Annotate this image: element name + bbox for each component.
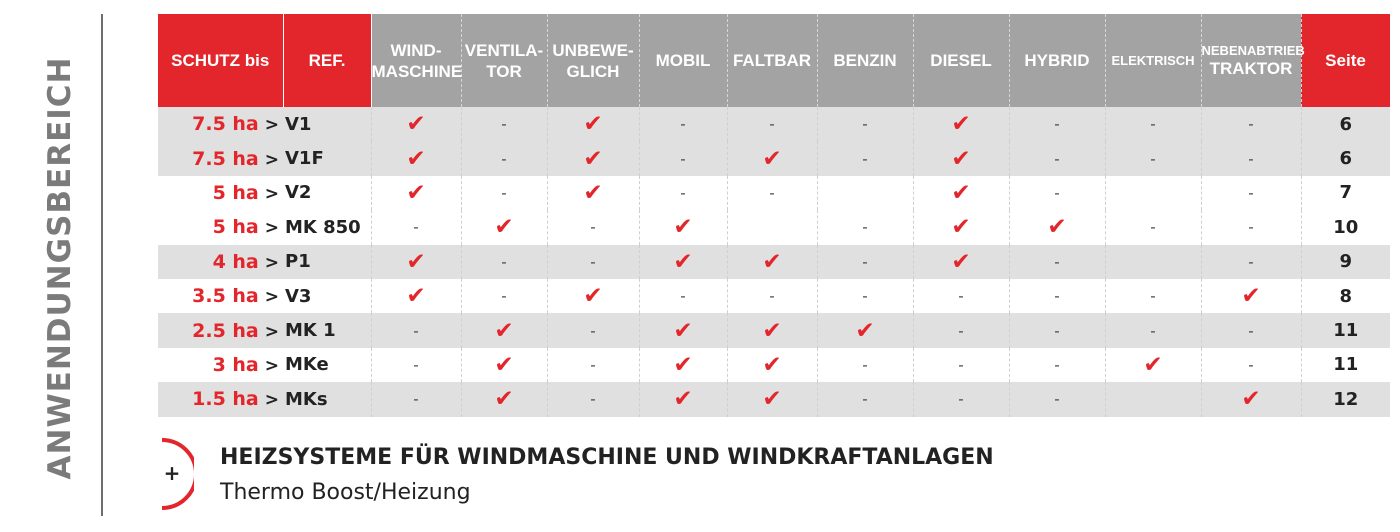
vertical-divider — [101, 14, 103, 516]
check-icon: ✔ — [371, 107, 461, 141]
ref-cell: MKe — [283, 348, 371, 382]
table-row — [158, 245, 1390, 279]
feature-cell: - — [817, 141, 913, 175]
feature-cell: - — [817, 210, 913, 244]
header-row — [158, 14, 1390, 107]
protection-cell: 3.5 ha > — [192, 285, 279, 308]
check-icon: ✔ — [1201, 279, 1301, 313]
ref-cell: V3 — [283, 279, 371, 313]
ref-cell: V1 — [283, 107, 371, 141]
page-cell: 12 — [1301, 382, 1390, 416]
col-schutz: SCHUTZ bis — [158, 14, 283, 107]
feature-cell: - — [1105, 210, 1201, 244]
feature-cell: - — [547, 210, 639, 244]
check-icon: ✔ — [913, 107, 1009, 141]
page-cell: 11 — [1301, 313, 1390, 347]
col-faltbar: FALTBAR — [727, 14, 817, 107]
col-seite: Seite — [1301, 14, 1390, 107]
feature-cell: - — [817, 279, 913, 313]
check-icon: ✔ — [371, 176, 461, 210]
feature-cell: - — [1009, 107, 1105, 141]
feature-cell: - — [639, 279, 727, 313]
feature-cell: - — [371, 210, 461, 244]
feature-cell: - — [1201, 313, 1301, 347]
table-row — [158, 141, 1390, 175]
page-cell: 6 — [1301, 107, 1390, 141]
feature-cell: - — [547, 382, 639, 416]
feature-cell: - — [461, 279, 547, 313]
feature-cell: - — [547, 348, 639, 382]
feature-cell: - — [1201, 348, 1301, 382]
ref-cell: MKs — [283, 382, 371, 416]
check-icon: ✔ — [639, 245, 727, 279]
page-cell: 8 — [1339, 285, 1353, 307]
feature-cell: - — [817, 382, 913, 416]
feature-cell: - — [461, 176, 547, 210]
side-title: ANWENDUNGSBEREICH — [42, 56, 78, 480]
protection-cell: 7.5 ha > — [158, 141, 283, 175]
check-icon: ✔ — [727, 313, 817, 347]
check-icon: ✔ — [547, 279, 639, 313]
check-icon: ✔ — [639, 313, 727, 347]
col-ventilator: VENTILA- TOR — [461, 14, 547, 107]
col-ref: REF. — [283, 14, 371, 107]
page-cell: 10 — [1333, 216, 1359, 238]
feature-cell: - — [547, 245, 639, 279]
feature-cell: - — [1009, 245, 1105, 279]
ref-cell: P1 — [283, 245, 371, 279]
feature-cell: - — [1009, 382, 1105, 416]
heizsysteme-subtitle: Thermo Boost/Heizung — [220, 480, 471, 505]
plus-icon — [158, 432, 194, 516]
feature-cell: - — [727, 107, 817, 141]
feature-cell: - — [1201, 141, 1301, 175]
feature-cell: - — [1105, 141, 1201, 175]
check-icon: ✔ — [639, 382, 727, 416]
protection-cell: 2.5 ha > — [158, 313, 283, 347]
check-icon: ✔ — [727, 245, 817, 279]
table-row — [158, 279, 1390, 313]
table-row — [158, 107, 1390, 141]
feature-cell: - — [817, 245, 913, 279]
feature-cell: - — [461, 141, 547, 175]
feature-cell: - — [913, 279, 1009, 313]
feature-cell: - — [913, 313, 1009, 347]
feature-cell — [817, 176, 913, 210]
page-cell: 7 — [1339, 182, 1353, 204]
table-row — [158, 176, 1390, 210]
feature-cell: - — [1009, 313, 1105, 347]
check-icon: ✔ — [547, 107, 639, 141]
feature-cell: - — [1105, 313, 1201, 347]
feature-cell: - — [1009, 348, 1105, 382]
check-icon: ✔ — [461, 313, 547, 347]
check-icon: ✔ — [727, 348, 817, 382]
feature-cell: - — [639, 107, 727, 141]
feature-cell: - — [1201, 210, 1301, 244]
col-mobil: MOBIL — [639, 14, 727, 107]
feature-cell: - — [1105, 107, 1201, 141]
heizsysteme-title: HEIZSYSTEME FÜR WINDMASCHINE UND WINDKRAFTANLAGEN — [220, 445, 994, 470]
check-icon: ✔ — [1105, 348, 1201, 382]
feature-cell: - — [639, 141, 727, 175]
check-icon: ✔ — [639, 348, 727, 382]
feature-cell — [1105, 382, 1201, 416]
protection-cell: 4 ha > — [158, 245, 283, 279]
protection-cell: 3 ha > — [212, 353, 279, 376]
check-icon: ✔ — [1009, 210, 1105, 244]
check-icon: ✔ — [913, 210, 1009, 244]
table-row — [158, 210, 1390, 244]
col-unbeweglich: UNBEWE- GLICH — [547, 14, 639, 107]
check-icon: ✔ — [1201, 382, 1301, 416]
feature-cell: - — [913, 348, 1009, 382]
feature-cell: - — [817, 107, 913, 141]
check-icon: ✔ — [461, 348, 547, 382]
table-row — [158, 348, 1390, 382]
feature-cell — [1105, 176, 1201, 210]
check-icon: ✔ — [913, 141, 1009, 175]
check-icon: ✔ — [547, 176, 639, 210]
feature-cell: - — [817, 348, 913, 382]
check-icon: ✔ — [727, 141, 817, 175]
ref-cell: MK 1 — [283, 313, 371, 347]
check-icon: ✔ — [639, 210, 727, 244]
protection-cell: 5 ha > — [212, 216, 279, 239]
check-icon: ✔ — [547, 141, 639, 175]
feature-cell: - — [1009, 176, 1105, 210]
check-icon: ✔ — [461, 210, 547, 244]
col-elektrisch: ELEKTRISCH — [1105, 14, 1201, 107]
col-hybrid: HYBRID — [1009, 14, 1105, 107]
feature-cell: - — [1201, 245, 1301, 279]
check-icon: ✔ — [371, 141, 461, 175]
protection-cell: 7.5 ha > — [158, 107, 283, 141]
check-icon: ✔ — [817, 313, 913, 347]
feature-cell: - — [461, 107, 547, 141]
feature-cell — [1105, 245, 1201, 279]
col-benzin: BENZIN — [817, 14, 913, 107]
page-cell: 6 — [1301, 141, 1390, 175]
protection-cell: 1.5 ha > — [158, 382, 283, 416]
feature-cell: - — [1009, 279, 1105, 313]
feature-cell: - — [639, 176, 727, 210]
page-cell: 11 — [1333, 354, 1359, 376]
check-icon: ✔ — [371, 245, 461, 279]
check-icon: ✔ — [913, 176, 1009, 210]
feature-cell: - — [1105, 279, 1201, 313]
col-diesel: DIESEL — [913, 14, 1009, 107]
check-icon: ✔ — [461, 382, 547, 416]
page-cell: 9 — [1301, 245, 1390, 279]
check-icon: ✔ — [727, 382, 817, 416]
table-row — [158, 382, 1390, 416]
product-table — [158, 14, 1391, 417]
check-icon: ✔ — [913, 245, 1009, 279]
ref-cell: MK 850 — [283, 210, 371, 244]
ref-cell: V1F — [283, 141, 371, 175]
svg-text:+: + — [163, 461, 181, 485]
feature-cell: - — [1009, 141, 1105, 175]
feature-cell: - — [371, 382, 461, 416]
feature-cell: - — [1201, 176, 1301, 210]
table-row — [158, 313, 1390, 347]
feature-cell: - — [461, 245, 547, 279]
feature-cell: - — [1201, 107, 1301, 141]
protection-cell: 5 ha > — [212, 181, 279, 204]
col-windmaschine: WIND- MASCHINE — [371, 14, 461, 107]
ref-cell: V2 — [283, 176, 371, 210]
feature-cell: - — [371, 348, 461, 382]
col-nebenabtrieb: NEBENABTRIEB TRAKTOR — [1201, 14, 1301, 107]
check-icon: ✔ — [371, 279, 461, 313]
feature-cell: - — [727, 279, 817, 313]
feature-cell: - — [371, 313, 461, 347]
feature-cell: - — [727, 176, 817, 210]
feature-cell: - — [913, 382, 1009, 416]
feature-cell: - — [547, 313, 639, 347]
feature-cell — [727, 210, 817, 244]
